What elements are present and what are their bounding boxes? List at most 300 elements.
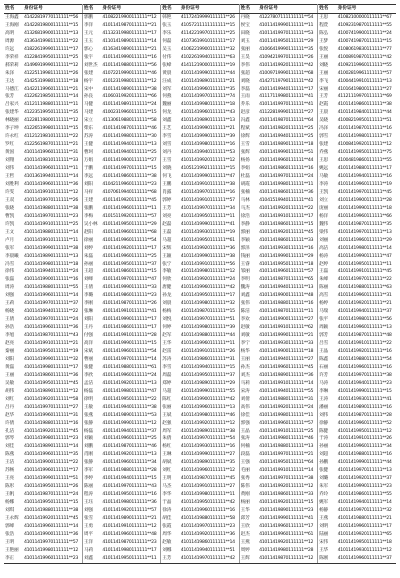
id-number-cell: 41015119920111111**57 bbox=[101, 213, 160, 221]
id-number-cell: 41225119981111111**26 bbox=[23, 70, 82, 78]
name-cell: 李雪 bbox=[162, 134, 172, 140]
id-number-cell: 41057211111111111**15 bbox=[180, 22, 239, 30]
name-cell: 王帆 bbox=[5, 492, 14, 498]
id-number-cell: 41011419950111111**11 bbox=[180, 213, 239, 221]
id-number-cell: 41011419910111111**27 bbox=[180, 483, 239, 491]
id-number-cell: 41011419950111111**26 bbox=[23, 483, 82, 491]
name-cell: 张丽 bbox=[240, 46, 250, 52]
name-cell: 刘佳 bbox=[5, 444, 14, 450]
name-cell: 刘强 bbox=[83, 508, 93, 514]
id-number-cell: 41011419970111111**74 bbox=[180, 93, 239, 101]
id-number-cell: 41011419950111111**75 bbox=[337, 150, 392, 156]
id-number-cell: 41011419890111111**16 bbox=[337, 404, 392, 410]
id-number-cell: 41011419870111111**26 bbox=[101, 300, 160, 308]
name-cell: 张楠 bbox=[240, 189, 250, 195]
id-number-cell: 41011419870111111**64 bbox=[258, 117, 317, 125]
id-number-cell: 41011419950111111**22 bbox=[101, 396, 160, 404]
name-cell: 朱泽 bbox=[5, 70, 14, 76]
name-cell: 赵磊 bbox=[162, 221, 172, 227]
table-row bbox=[4, 46, 396, 54]
id-number-cell: 41011419890111111**36 bbox=[258, 372, 317, 380]
id-number-cell: 41011419890111111**38 bbox=[180, 428, 239, 436]
id-number-cell: 41011419990111111**51 bbox=[23, 475, 82, 483]
id-number-cell: 41011419880111111**16 bbox=[23, 420, 82, 428]
column-header-name: 姓名 bbox=[4, 5, 23, 14]
id-number-cell: 41011419900111111**18 bbox=[258, 348, 317, 356]
id-number-cell: 41011419940111111**37 bbox=[337, 309, 392, 315]
name-cell: 张燕 bbox=[83, 412, 93, 418]
id-number-cell: 41011419960111111**16 bbox=[180, 507, 239, 515]
id-number-cell: 41011419920111111**13 bbox=[101, 380, 160, 388]
id-number-cell: 41011419960111111**36 bbox=[23, 181, 82, 189]
name-cell: 郭琴 bbox=[5, 436, 14, 442]
id-number-cell: 41011419950111111**64 bbox=[258, 459, 317, 467]
name-cell: 于鹏 bbox=[83, 166, 93, 172]
id-number-cell: 41011419910111111**26 bbox=[337, 436, 392, 442]
id-number-cell: 41073619910111111**17 bbox=[180, 38, 239, 46]
table-row bbox=[4, 284, 396, 292]
id-number-cell: 41011419970111111**47 bbox=[101, 276, 160, 284]
name-cell: 张建华 bbox=[5, 110, 19, 116]
id-number-cell: 41011419960111111**19 bbox=[337, 181, 392, 187]
name-cell: 杨涛 bbox=[319, 253, 329, 259]
id-number-cell: 41011419860111111**23 bbox=[101, 292, 160, 300]
name-cell: 王芳 bbox=[319, 94, 329, 100]
id-number-cell: 41011419910111111**56 bbox=[180, 261, 239, 269]
name-cell: 许永红 bbox=[5, 134, 19, 140]
name-cell: 孙杰 bbox=[240, 364, 250, 370]
id-number-cell: 41011419940111111**55 bbox=[258, 388, 317, 396]
name-cell: 徐丽 bbox=[83, 237, 93, 243]
id-number-cell: 41011419940111111**24 bbox=[23, 268, 82, 276]
name-cell: 李欣 bbox=[83, 372, 93, 378]
id-number-cell: 41042119960111111**23 bbox=[101, 181, 160, 189]
name-cell: 张静 bbox=[83, 460, 93, 466]
table-row bbox=[4, 332, 396, 340]
table-row bbox=[4, 316, 396, 324]
id-number-cell: 41011419990111111**38 bbox=[23, 245, 82, 253]
name-cell: 刘倩 bbox=[240, 396, 250, 402]
id-number-cell: 41011419980111111**11 bbox=[258, 181, 317, 189]
name-cell: 宋斌 bbox=[83, 348, 93, 354]
name-cell: 刘明 bbox=[319, 523, 329, 529]
name-cell: 马莉 bbox=[240, 380, 250, 386]
name-cell: 罗红 bbox=[5, 142, 14, 148]
name-cell: 王艺 bbox=[162, 126, 172, 132]
id-number-cell: 41011419970111111**27 bbox=[23, 404, 82, 412]
table-row bbox=[4, 380, 396, 388]
id-number-cell: 41011419990111111**39 bbox=[180, 133, 239, 141]
name-cell: 李宁 bbox=[240, 341, 250, 347]
id-number-cell: 41011419900111111**28 bbox=[337, 197, 392, 203]
table-row bbox=[4, 133, 396, 141]
id-number-cell: 41011419880111111**44 bbox=[180, 332, 239, 340]
name-cell: 王斌 bbox=[162, 412, 172, 418]
id-number-cell: 41011419960111111**34 bbox=[337, 444, 392, 450]
id-number-cell: 41011419970111111**53 bbox=[258, 30, 317, 38]
id-number-cell: 41011419920111111**17 bbox=[101, 245, 160, 253]
id-number-cell: 41011419890111111**18 bbox=[258, 141, 317, 149]
name-cell: 刘阳 bbox=[5, 356, 14, 362]
table-row bbox=[4, 38, 396, 46]
id-number-cell: 41011419980111111**56 bbox=[337, 317, 392, 323]
id-number-cell: 41011419970111111**38 bbox=[337, 372, 392, 378]
id-number-cell: 41011419890111111**29 bbox=[180, 380, 239, 388]
id-number-cell: 41011419960111111**48 bbox=[101, 531, 160, 539]
name-cell: 宋中 bbox=[83, 86, 93, 92]
name-cell: 王丽 bbox=[5, 372, 14, 378]
table-row bbox=[4, 197, 396, 205]
id-number-cell: 41051219921111111**15 bbox=[180, 165, 239, 173]
name-cell: 王勇 bbox=[83, 523, 93, 529]
name-cell: 何飞 bbox=[162, 174, 172, 180]
id-number-cell: 41011419900111111**27 bbox=[258, 316, 317, 324]
name-cell: 邹丽 bbox=[240, 269, 250, 275]
name-cell: 王倩 bbox=[5, 317, 14, 323]
id-number-cell: 41011419940111111**23 bbox=[337, 380, 392, 386]
name-cell: 何楠 bbox=[240, 444, 250, 450]
name-cell: 郭泽 bbox=[240, 245, 250, 251]
name-cell: 郭鹏 bbox=[83, 14, 93, 20]
name-cell: 王雨 bbox=[240, 94, 250, 100]
id-number-cell: 41011419890111111**23 bbox=[258, 507, 317, 515]
id-number-cell: 41011419980111111**36 bbox=[101, 499, 160, 507]
name-cell: 刘颖 bbox=[83, 436, 93, 442]
name-cell: 宋立 bbox=[83, 118, 93, 124]
name-cell: 朱磊 bbox=[83, 253, 93, 259]
name-cell: 王涛 bbox=[319, 396, 329, 402]
id-number-cell: 41011419920111111**45 bbox=[101, 197, 160, 205]
id-number-cell: 41011419980111111**28 bbox=[258, 547, 317, 555]
id-number-cell: 41011419960111111**23 bbox=[23, 555, 82, 563]
name-cell: 程萱 bbox=[319, 22, 329, 28]
table-row bbox=[4, 388, 396, 396]
name-cell: 王晶 bbox=[319, 348, 329, 354]
id-number-cell: 41225619870111111**21 bbox=[23, 141, 82, 149]
name-cell: 张磊 bbox=[5, 277, 14, 283]
name-cell: 王双 bbox=[5, 197, 14, 203]
name-cell: 李琳 bbox=[319, 388, 329, 394]
name-cell: 王梦 bbox=[319, 38, 329, 44]
name-cell: 段磊 bbox=[240, 452, 250, 458]
id-number-cell: 41080619830111111**77 bbox=[337, 46, 392, 52]
id-number-cell: 41082100000111111**67 bbox=[337, 14, 392, 20]
id-number-cell: 41011419990111111**21 bbox=[180, 125, 239, 133]
name-cell: 周磊 bbox=[162, 372, 172, 378]
id-number-cell: 41011419910111111**41 bbox=[101, 308, 160, 316]
name-cell: 丹晓 bbox=[240, 14, 250, 20]
id-number-cell: 41004819860111111**55 bbox=[337, 158, 392, 164]
id-number-cell: 41132319980111111**17 bbox=[101, 30, 160, 38]
name-cell: 周涛 bbox=[5, 285, 14, 291]
name-cell: 吕丹 bbox=[5, 404, 14, 410]
id-number-cell: 41011419980111111**47 bbox=[101, 388, 160, 396]
id-number-cell: 41011419990111111**44 bbox=[180, 70, 239, 78]
name-cell: 李远 bbox=[83, 174, 93, 180]
id-number-cell: 41011419980111111**12 bbox=[180, 268, 239, 276]
id-number-cell: 41011419910111111**12 bbox=[101, 523, 160, 531]
id-number-cell: 41011419930111111**16 bbox=[258, 245, 317, 253]
id-number-cell: 41011419890111111**38 bbox=[101, 86, 160, 94]
name-cell: 王洁 bbox=[5, 460, 14, 466]
id-number-cell: 41011419990111111**23 bbox=[337, 484, 392, 490]
name-cell: 杨扬 bbox=[240, 158, 250, 164]
name-cell: 王琳 bbox=[162, 452, 172, 458]
id-number-cell: 41422119960111111**21 bbox=[23, 86, 82, 94]
name-cell: 刘翔 bbox=[5, 158, 14, 164]
name-cell: 何婷 bbox=[162, 325, 172, 331]
id-number-cell: 41011419870111111**45 bbox=[180, 475, 239, 483]
name-cell: 王珏 bbox=[83, 500, 93, 506]
id-number-cell: 41011419960111111**43 bbox=[180, 109, 239, 117]
name-cell: 乔燕 bbox=[319, 150, 329, 156]
id-number-cell: 41011419970111111**13 bbox=[337, 468, 392, 474]
name-cell: 李乐 bbox=[162, 30, 172, 36]
name-cell: 郝荣莉 bbox=[5, 62, 19, 68]
id-number-cell: 41007419870111111**15 bbox=[337, 38, 392, 44]
table-row bbox=[4, 165, 396, 173]
id-number-cell: 41130619880111111**58 bbox=[101, 117, 160, 125]
id-number-cell: 41011419980111111**11 bbox=[258, 412, 317, 420]
name-cell: 陈伟 bbox=[240, 484, 250, 490]
id-number-cell: 41011419910111111**12 bbox=[23, 189, 82, 197]
name-cell: 王华 bbox=[162, 341, 172, 347]
id-number-cell: 41226219850111111**14 bbox=[23, 93, 82, 101]
id-number-cell: 41011419910111111**38 bbox=[180, 181, 239, 189]
table-row bbox=[4, 324, 396, 332]
table-row bbox=[4, 412, 396, 420]
name-cell: 王海鑫 bbox=[5, 14, 19, 20]
table-row bbox=[4, 181, 396, 189]
id-number-cell: 41011419950111111**29 bbox=[101, 221, 160, 229]
table-row bbox=[4, 276, 396, 284]
name-cell: 马莉 bbox=[83, 547, 93, 553]
name-cell: 毛丽 bbox=[240, 468, 250, 474]
name-cell: 马健 bbox=[83, 102, 93, 108]
header-row bbox=[4, 5, 396, 14]
id-number-cell: 41228419950111111**25 bbox=[23, 54, 82, 62]
name-cell: 何磊 bbox=[162, 38, 172, 44]
id-number-cell: 41011419960111111**25 bbox=[101, 435, 160, 443]
id-number-cell: 41011419960111111**66 bbox=[337, 213, 392, 219]
id-number-cell: 41011419900111111**22 bbox=[23, 459, 82, 467]
name-cell: 胡佳 bbox=[162, 516, 172, 521]
id-number-cell: 41011419910111111**17 bbox=[258, 213, 317, 221]
name-cell: 刘胜利 bbox=[5, 181, 19, 187]
table-row bbox=[4, 13, 396, 21]
name-cell: 王燕 bbox=[319, 516, 329, 521]
name-cell: 刘伟 bbox=[5, 166, 14, 172]
column-header-id: 身份证号 bbox=[101, 5, 160, 14]
id-number-cell: 41425319980111111**18 bbox=[23, 78, 82, 86]
name-cell: 杨静 bbox=[319, 508, 329, 514]
id-number-cell: 41011419960111111**35 bbox=[180, 86, 239, 94]
id-number-cell: 41011419970111111**38 bbox=[258, 475, 317, 483]
name-cell: 王丽 bbox=[319, 70, 329, 76]
id-number-cell: 41011419940111111**14 bbox=[337, 500, 392, 506]
id-number-cell: 41011419970111111**23 bbox=[180, 523, 239, 531]
name-cell: 张平 bbox=[319, 317, 329, 323]
id-number-cell: 41060319920111111**66 bbox=[101, 93, 160, 101]
id-number-cell: 41011419990111111**41 bbox=[258, 515, 317, 523]
id-number-cell: 41121219810111111**22 bbox=[23, 133, 82, 141]
name-cell: 杨婷 bbox=[319, 301, 329, 307]
name-cell: 郑婷 bbox=[162, 380, 172, 386]
name-cell: 刘鑫 bbox=[82, 555, 101, 563]
name-cell: 张鹏 bbox=[83, 205, 93, 211]
name-cell: 张玉 bbox=[162, 22, 172, 28]
id-number-cell: 41011419870111111**28 bbox=[337, 412, 392, 418]
name-cell: 赵彦 bbox=[240, 110, 250, 116]
name-cell: 王磊 bbox=[319, 269, 329, 275]
id-number-cell: 41011419970111111**26 bbox=[23, 197, 82, 205]
name-cell: 刘璐 bbox=[319, 476, 329, 482]
id-number-cell: 41011419980111111**30 bbox=[101, 133, 160, 141]
name-cell: 孙浩 bbox=[5, 325, 14, 331]
id-number-cell: 41011419920111111**36 bbox=[180, 245, 239, 253]
column-header-name: 姓名 bbox=[161, 5, 180, 14]
id-number-cell: 41011419990111111**11 bbox=[258, 22, 317, 30]
name-cell: 王芳 bbox=[161, 555, 180, 563]
id-number-cell: 41011419860111111**55 bbox=[337, 492, 392, 498]
name-cell: 刘杰 bbox=[240, 372, 250, 378]
name-cell: 李静 bbox=[240, 221, 250, 227]
name-cell: 王倩 bbox=[83, 285, 93, 291]
name-cell: 刘超 bbox=[319, 452, 329, 458]
id-number-cell: 41011419960111111**35 bbox=[23, 451, 82, 459]
name-cell: 冯鑫 bbox=[240, 118, 250, 124]
id-number-cell: 41072219990111111**46 bbox=[101, 70, 160, 78]
table-row bbox=[4, 515, 396, 523]
name-cell: 杨丽 bbox=[240, 500, 250, 506]
id-number-cell: 41326819900111111**13 bbox=[23, 30, 82, 38]
name-cell: 李飞 bbox=[319, 78, 329, 84]
name-cell: 魏伟 bbox=[319, 221, 329, 227]
table-row bbox=[4, 261, 396, 269]
name-cell: 陈彤 bbox=[5, 484, 14, 490]
name-cell: 苏畅 bbox=[5, 468, 14, 474]
id-number-cell: 41011419910111111**57 bbox=[180, 197, 239, 205]
name-cell: 宋辉 bbox=[162, 245, 172, 251]
id-number-cell: 41011419950111111**37 bbox=[101, 261, 160, 269]
name-cell: 赵军 bbox=[162, 333, 172, 339]
name-cell: 苏涛 bbox=[162, 356, 172, 362]
id-number-cell: 41011419870111111**48 bbox=[337, 333, 392, 339]
name-cell: 刘鑫 bbox=[162, 118, 172, 124]
name-cell: 韩艳 bbox=[162, 14, 172, 20]
id-number-cell: 41011419880111111**61 bbox=[101, 364, 160, 372]
roster-body bbox=[4, 13, 396, 563]
id-number-cell: 41011419870111111**46 bbox=[101, 443, 160, 451]
name-cell: 陈鑫 bbox=[319, 356, 329, 362]
id-number-cell: 41012319980111111**12 bbox=[101, 78, 160, 86]
id-number-cell: 41122819990111111**27 bbox=[258, 109, 317, 117]
id-number-cell: 41011419950111111**19 bbox=[23, 348, 82, 356]
name-cell: 李涛 bbox=[319, 181, 329, 187]
name-cell: 姚军 bbox=[319, 500, 329, 506]
name-cell: 杨红 bbox=[162, 444, 172, 450]
name-cell: 张伟 bbox=[240, 301, 250, 307]
id-number-cell: 41011419990111111**47 bbox=[337, 253, 392, 259]
name-cell: 王华 bbox=[240, 508, 250, 514]
table-row bbox=[4, 173, 396, 181]
id-number-cell: 41011419880111111**16 bbox=[337, 452, 392, 458]
id-number-cell: 41011419920111111**12 bbox=[180, 157, 239, 165]
id-number-cell: 41011419900111111**16 bbox=[23, 276, 82, 284]
name-cell: 胡霞 bbox=[240, 181, 250, 187]
id-number-cell: 41011419820111111**25 bbox=[258, 125, 317, 133]
name-cell: 郭强 bbox=[240, 420, 250, 426]
name-cell: 赵阳 bbox=[83, 229, 93, 235]
column-header-name: 姓名 bbox=[239, 5, 258, 14]
name-cell: 姚远 bbox=[319, 166, 329, 172]
name-cell: 刘丹 bbox=[162, 150, 172, 156]
id-number-cell: 41011419940111111**37 bbox=[101, 428, 160, 436]
id-number-cell: 41011419960111111**61 bbox=[258, 531, 317, 539]
name-cell: 马建 bbox=[83, 110, 93, 116]
id-number-cell: 41011419990111111**27 bbox=[180, 451, 239, 459]
name-cell: 王颖 bbox=[162, 253, 172, 259]
name-cell: 曹凯 bbox=[5, 213, 14, 219]
id-number-cell: 41011419880111111**63 bbox=[337, 285, 392, 291]
name-cell: 刘鑫 bbox=[240, 293, 250, 299]
id-number-cell: 41422819800111111**15 bbox=[23, 22, 82, 30]
name-cell: 李正 bbox=[4, 555, 23, 563]
name-cell: 马祥 bbox=[83, 189, 93, 195]
id-number-cell: 41011419870111111**16 bbox=[337, 126, 392, 132]
name-cell: 王明 bbox=[162, 476, 172, 482]
name-cell: 乔乐 bbox=[240, 102, 250, 108]
name-cell: 王晨 bbox=[319, 110, 329, 116]
column-header-id: 身份证号 bbox=[180, 5, 239, 14]
id-number-cell: 41011419990111111**12 bbox=[101, 420, 160, 428]
id-number-cell: 41011419970111111**22 bbox=[337, 277, 392, 283]
id-number-cell: 41011419860111111**14 bbox=[180, 539, 239, 547]
id-number-cell: 41082219900111111**12 bbox=[101, 13, 160, 21]
id-number-cell: 41011419880111111**38 bbox=[23, 205, 82, 213]
name-cell: 朱倩 bbox=[162, 436, 172, 442]
name-cell: 陈丽 bbox=[319, 285, 329, 291]
name-cell: 魏涛 bbox=[240, 285, 250, 291]
id-number-cell: 41011419870111111**24 bbox=[23, 491, 82, 499]
id-number-cell: 41011419990111111**17 bbox=[101, 316, 160, 324]
id-number-cell: 41011419920111111**24 bbox=[258, 404, 317, 412]
name-cell: 张浩 bbox=[5, 531, 14, 537]
id-number-cell: 41011419860111111**36 bbox=[23, 372, 82, 380]
id-number-cell: 41011419910111111**22 bbox=[337, 341, 392, 347]
id-number-cell: 41422819770111111**56 bbox=[23, 13, 82, 21]
name-cell: 王雪 bbox=[162, 158, 172, 164]
name-cell: 张雪 bbox=[83, 516, 93, 521]
column-header-name: 姓名 bbox=[318, 5, 337, 14]
name-cell: 程涛 bbox=[83, 492, 93, 498]
name-cell: 周颖 bbox=[319, 325, 329, 331]
id-number-cell: 41011419900111111**42 bbox=[180, 396, 239, 404]
id-number-cell: 41011419810111111**33 bbox=[23, 157, 82, 165]
id-number-cell: 41094219970111111**26 bbox=[258, 54, 317, 62]
table-row bbox=[4, 531, 396, 539]
id-number-cell: 41011419910111111**26 bbox=[180, 348, 239, 356]
name-cell: 高明 bbox=[5, 30, 14, 36]
name-cell: 刘阳 bbox=[83, 317, 93, 323]
id-number-cell: 41011419890111111**35 bbox=[180, 459, 239, 467]
name-cell: 林晓丽 bbox=[5, 118, 19, 124]
table-row bbox=[4, 348, 396, 356]
name-cell: 赵雷 bbox=[162, 348, 172, 354]
name-cell: 马敏 bbox=[319, 174, 329, 180]
id-number-cell: 41011419960111111**54 bbox=[101, 237, 160, 245]
name-cell: 王超 bbox=[83, 269, 93, 275]
